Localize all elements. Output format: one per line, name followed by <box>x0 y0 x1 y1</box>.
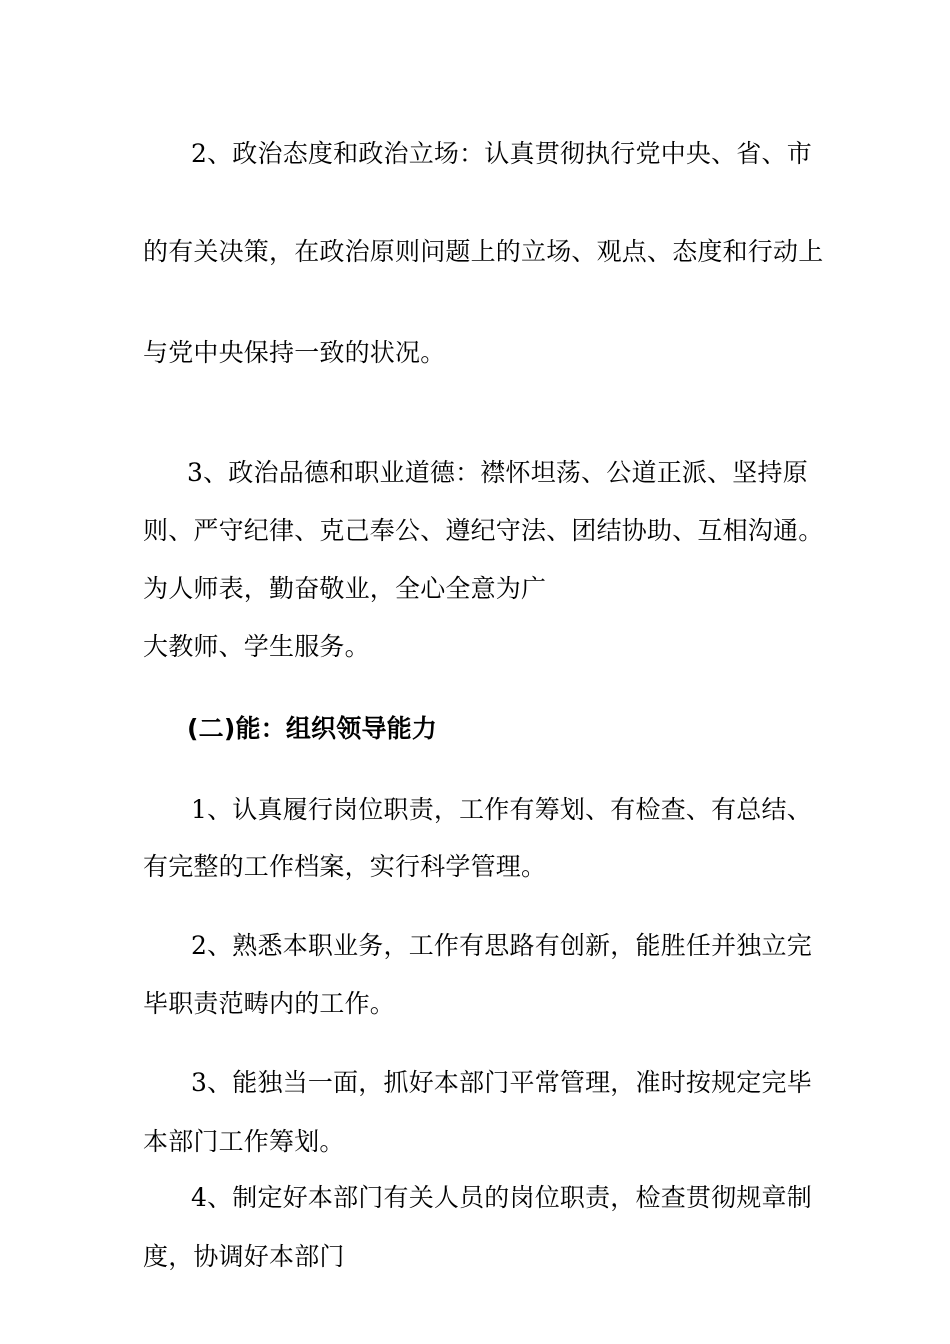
political-stance-line-1: 2、政治态度和政治立场：认真贯彻执行党中央、省、市 <box>191 139 812 168</box>
item-1-line-2: 有完整的工作档案，实行科学管理。 <box>143 852 547 881</box>
political-ethics-line-1: 3、政治品德和职业道德：襟怀坦荡、公道正派、坚持原 <box>187 458 808 487</box>
political-ethics-line-3: 为人师表，勤奋敬业，全心全意为广 <box>143 574 547 603</box>
political-ethics-line-4: 大教师、学生服务。 <box>143 632 370 661</box>
political-stance-line-3: 与党中央保持一致的状况。 <box>143 338 446 367</box>
item-2-line-1: 2、熟悉本职业务，工作有思路有创新，能胜任并独立完 <box>191 931 812 960</box>
item-4-line-2: 度，协调好本部门 <box>143 1242 345 1271</box>
item-3-line-1: 3、能独当一面，抓好本部门平常管理，准时按规定完毕 <box>191 1068 812 1097</box>
item-3-line-2: 本部门工作筹划。 <box>143 1127 345 1156</box>
section-heading-ability: (二)能：组织领导能力 <box>187 714 438 743</box>
political-stance-line-2: 的有关决策，在政治原则问题上的立场、观点、态度和行动上 <box>143 237 824 266</box>
item-4-line-1: 4、制定好本部门有关人员的岗位职责，检查贯彻规章制 <box>191 1183 812 1212</box>
political-ethics-line-2: 则、严守纪律、克己奉公、遵纪守法、团结协助、互相沟通。 <box>143 516 824 545</box>
item-1-line-1: 1、认真履行岗位职责，工作有筹划、有检查、有总结、 <box>191 795 812 824</box>
item-2-line-2: 毕职责范畴内的工作。 <box>143 989 396 1018</box>
